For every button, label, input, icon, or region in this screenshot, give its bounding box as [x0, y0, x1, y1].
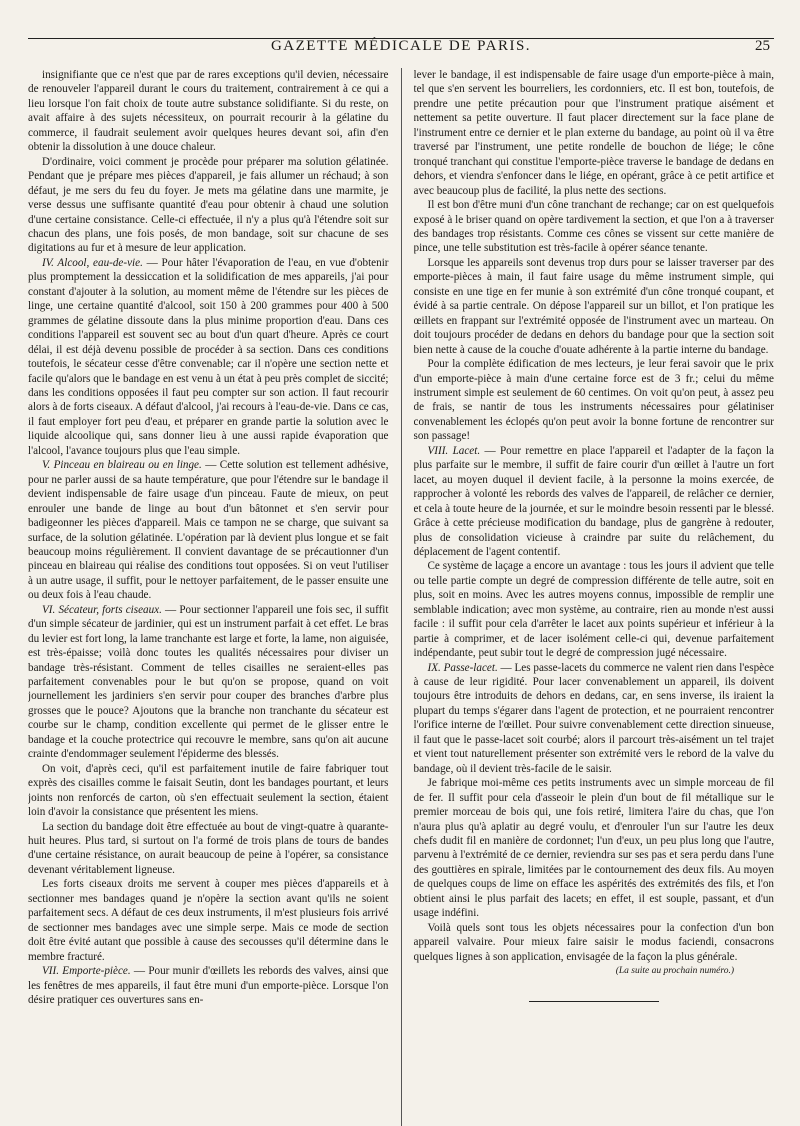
- paragraph: [414, 661, 775, 777]
- column-divider: [401, 68, 402, 1126]
- paragraph: [28, 964, 389, 1007]
- section-heading: IV. Alcool, eau-de-vie.: [42, 256, 143, 269]
- paragraph-text: Il est bon d'être muni d'un cône tranchant de rechange; car on est quelquefois exposé à le briser quand on opère tardivement la section, et que l'on a à traverser des bandages trop résistants. Comme ces cônes se vissent sur cette manière de pince, une telle substitution est très-facile à opérer séance tenante.: [413, 199, 774, 255]
- paragraph: [414, 357, 775, 444]
- paragraph: [414, 921, 775, 964]
- paragraph-text: insignifiante que ce n'est que par de rares exceptions qu'il devien, nécessaire de renouveler l'appareil durant le cours du traitement, contrairement à ce qui a lieu lorsque l'on fait choix de toute autre substance solidifiante. Si du reste, on avait affaire à des sujets nécessiteux, on pourrait recourir à la gélatine du commerce, il faudrait seulement avoir quelques heures devant soi, afin d'en obtenir la dissolution à une douce chaleur.: [28, 69, 389, 154]
- section-heading: IX. Passe-lacet.: [427, 661, 498, 674]
- paragraph: [28, 820, 389, 878]
- running-title: GAZETTE MÉDICALE DE PARIS.: [270, 38, 532, 54]
- section-heading: VII. Emporte-pièce.: [42, 965, 131, 978]
- paragraph-text: Les forts ciseaux droits me servent à couper mes pièces d'appareils et à sectionner mes bandages quand je n'opère la section avant qu'ils ne soient parfaitement secs. A défaut de ces deux instruments, il m'est plusieurs fois arrivé de sectionner mes bandages avec une simple serpe. Mais ce mode de section doit être évité autant que possible à cause des secousses qu'il détermine dans le membre fracturé.: [28, 878, 389, 963]
- left-column: [28, 68, 389, 1126]
- page-number: 25: [755, 38, 770, 54]
- paragraph-text: Ce système de laçage a encore un avantage : tous les jours il advient que telle ou telle partie compte un degré de compression différente de telle autre, soit en plus, soit en moins. Avec les autres moyens connus, impossible de remplir une semblable indication; avec mon système, au contraire, rien au monde n'est aussi facile : il suffit pour cela d'arrêter le lacet aux points supérieur et inférieur à la partie à comprimer, et de lacer isolément celle-ci qui, devenue parfaitement indépendante, peut subir tout le degré de compression jugé nécessaire.: [413, 560, 774, 660]
- paragraph-text: Pour la complète édification de mes lecteurs, je leur ferai savoir que le prix d'un emporte-pièce à main d'une certaine force est de 3 fr.; celui du même instrument simple est seulement de 60 centimes. On voit qu'on peut, à assez peu de frais, se nantir de tous les instruments nécessaires pour gélatiniser convenablement les éclopés qu'on peut avoir la bonne fortune de rencontrer sur son passage!: [413, 358, 774, 443]
- page-header: [28, 38, 774, 64]
- paragraph: [28, 762, 389, 820]
- paragraph: [28, 603, 389, 762]
- paragraph-text: — Pour sectionner l'appareil une fois sec, il suffit d'un simple sécateur de jardinier, qui est un instrument parfait à cet effet. Le bras du levier est fort long, la lame tranchante est large et forte, la lame, non aiguisée, est très-épaisse; voilà donc toutes les qualités nécessaires pour diviser un bandage très-résistant. Comment de telles cisailles ne seraient-elles pas parfaitement convenables pour le but qu'on se propose, quand on voit journellement les jardiniers s'en servir pour couper des branches d'arbre plus grosses que le pouce? Ajoutons que la branche non tranchante du sécateur est courbe sur le champ, condition excellente qui permet de le glisser entre le bandage et la couche protectrice qui recouvre le membre, sans qu'on ait aucune crainte d'endommager seulement l'épiderme des blessés.: [28, 603, 389, 761]
- paragraph: [414, 68, 775, 198]
- paragraph-text: Lorsque les appareils sont devenus trop durs pour se laisser traverser par des emporte-pièces à main, il faut faire usage du même instrument simple, qui consiste en une tige en fer munie à son extrémité d'un cône tronqué coupant, et évidé à sa partie centrale. On dépose l'appareil sur un billot, et l'on pratique les œillets en frappant sur l'extrémité opposée de l'instrument avec un marteau. On doit toujours procéder de dedans en dehors du bandage pour que la section soit bien nette à cause de la couche d'ouate adhérente à la partie interne du bandage.: [413, 256, 774, 356]
- paragraph-text: — Les passe-lacets du commerce ne valent rien dans l'espèce à cause de leur rigidité. Pour lacer convenablement un appareil, ils doivent toujours être introduits de dehors en dedans, car, en sens inverse, ils iraient la plupart du temps s'égarer dans l'agent de protection, et ne pourraient rencontrer l'orifice interne de l'œillet. Pour suivre convenablement cette direction sinueuse, il faut que le passe-lacet soit courbé; alors il parcourt très-aisément un tel trajet et vient tout naturellement présenter son extrémité vers le rebord de la valve du bandage, où il devient très-facile de le saisir.: [413, 661, 774, 775]
- paragraph: [28, 256, 389, 458]
- paragraph-text: Je fabrique moi-même ces petits instruments avec un simple morceau de fil de fer. Il suffit pour cela d'asseoir le plein d'un bout de fil métallique sur le premier morceau de bois qui, une fois retiré, limitera l'aire du chas, que l'on n'aura plus qu'à aplatir au degré voulu, et d'enrouler l'un sur l'autre les deux chefs dudit fil en manière de cordonnet; l'un d'eux, un peu plus long que l'autre, parvenu à l'extrémité de ce dernier, reviendra sur ses pas et sera perdu dans l'une des gouttières en spirale, limitées par le contournement des deux fils. Au moyen de quelques coups de lime on efface les aspérités des extrémités des fils, et l'on obtient ainsi le plus parfait des lacets; en effet, il est souple, passant, et d'un usage indéfini.: [413, 777, 774, 920]
- paragraph: [414, 444, 775, 560]
- continuation-note: (La suite au prochain numéro.): [615, 966, 734, 977]
- article-columns: [28, 68, 774, 1126]
- paragraph-text: La section du bandage doit être effectuée au bout de vingt-quatre à quarante-huit heures. Plus tard, si surtout on l'a formé de trois plans de tours de bandes d'une certaine résistance, on aurait beaucoup de peine à l'opérer, sa consistance devenant véritablement ligneuse.: [28, 820, 389, 876]
- paragraph: [28, 68, 389, 155]
- paragraph-text: Voilà quels sont tous les objets nécessaires pour la confection d'un bon appareil valvaire. Pour mieux faire saisir le modus faciendi, consacrons quelques lignes à son application, envisagée de la façon la plus générale.: [413, 921, 774, 963]
- paragraph-text: D'ordinaire, voici comment je procède pour préparer ma solution gélatinée. Pendant que je prépare mes pièces d'appareil, je fais allumer un réchaud; à son défaut, je me sers du feu du foyer. Je mets ma gélatine dans une marmite, je verse dessus une suffisante quantité d'eau pour obtenir à chaud une solution d'une certaine consistance. Celle-ci effectuée, il n'y a plus qu'à l'étendre soit sur chacun des plans, une fois posés, de mon bandage, soit sur chacune de ses digitations au fur et à mesure de leur application.: [28, 155, 389, 255]
- right-column: [414, 68, 775, 1126]
- paragraph-text: On voit, d'après ceci, qu'il est parfaitement inutile de faire fabriquer tout exprès des cisailles comme le faisait Seutin, dont les bandages pourtant, et leurs joints non renforcés de carton, où s'en effectuait seulement la section, étaient loin d'avoir la consistance que présentent les miens.: [28, 762, 389, 819]
- section-heading: VIII. Lacet.: [427, 444, 481, 457]
- paragraph-text: lever le bandage, il est indispensable de faire usage d'un emporte-pièce à main, tel que s'en servent les bourreliers, les cordonniers, etc. Il est bon, toutefois, de prendre une petite précaution pour que l'instrument pratique aisément et nettement sa petite ouverture. Il faut placer directement sur la face plane de l'instrument entre ce dernier et le plan externe du bandage, au point où il va être traversé par l'instrument, une petite rondelle de bouchon de liége; le cône tronqué tranchant qui constitue l'emporte-pièce traverse le bandage de dedans en dehors, et viendra s'enfoncer dans le liége, en opérant, grâce à ce petit artifice et avec beaucoup plus de facilité, la plus nette des sections.: [413, 69, 774, 197]
- paragraph: [28, 155, 389, 256]
- paragraph: [414, 559, 775, 660]
- paragraph: [28, 877, 389, 964]
- section-heading: V. Pinceau en blaireau ou en linge.: [42, 459, 202, 472]
- paragraph-text: — Pour remettre en place l'appareil et l'adapter de la façon la plus parfaite sur le membre, il suffit de faire courir d'un œillet à l'autre un fort lacet, au moyen duquel il devient facile, à la personne la moins exercée, de rapprocher à volonté les rebords des valves de l'appareil, de relâcher ce dernier, et cela à toute heure de la journée, et sur le moindre besoin ressenti par le blessé. Grâce à cette précieuse modification du bandage, plus de gangrène à redouter, plus de consolidation vicieuse à craindre par suite du relâchement, du déplacement de l'agent contentif.: [413, 444, 774, 558]
- section-heading: VI. Sécateur, forts ciseaux.: [42, 603, 162, 616]
- paragraph: [414, 776, 775, 921]
- end-rule: [529, 1001, 659, 1002]
- paragraph: [414, 198, 775, 256]
- paragraph-text: — Pour hâter l'évaporation de l'eau, en vue d'obtenir plus promptement la dessiccation et la solidification de mes appareils, j'ai pour constant d'ajouter à la solution, au moment même de l'étendre sur les pièces de linge, une certaine quantité d'alcool, soit 150 à 200 grammes pour 400 à 500 grammes de gélatine dissoute dans la plus minime proportion d'eau. Dans ces conditions l'appareil est souvent sec au bout d'un quart d'heure. Après ce court délai, il est déjà devenu possible de procéder à sa section. Dans ces conditions toutefois, le sécateur cesse d'être convenable; car il n'opère une section nette et facile qu'alors que le bandage en est venu à un état à peu près complet de siccité; dans les conditions opposées il faut peu compter sur son action. Il faut recourir alors à de forts ciseaux. A défaut d'alcool, j'ai recours à l'eau-de-vie. Dans ce cas, il faut employer fort peu d'eau, et préparer en grande partie la solution avec le liquide alcoolique qui, sans donner lieu à une aussi rapide évaporation que l'alcool, l'avance toujours plus que l'eau simple.: [28, 256, 389, 457]
- paragraph-text: — Cette solution est tellement adhésive, pour ne parler aussi de sa haute température, que pour l'étendre sur le bandage il devient indispensable de faire usage d'un pinceau. Faute de mieux, on peut enrouler une bande de linge au bout d'un bâtonnet et s'en servir pour badigeonner les pièces d'appareil. Mais ce tampon ne se charge, que suivant sa surface, de la solution gélatinée. L'opération par là devient plus longue et se fait beaucoup moins régulièrement. Il convient davantage de se précautionner d'un pinceau en blaireau qui réalise des conditions tout opposées. Si on veut l'utiliser à un autre usage, il suffit, pour le nettoyer parfaitement, de le passer ensuite une ou deux fois à l'eau chaude.: [28, 459, 389, 602]
- paragraph: [414, 256, 775, 357]
- paragraph: [28, 458, 389, 603]
- paragraph-text: — Pour munir d'œillets les rebords des valves, ainsi que les fenêtres de mes appareils, il faut être muni d'un emporte-pièce. Lorsque l'on désire pratiquer ces ouvertures sans en-: [28, 965, 389, 1006]
